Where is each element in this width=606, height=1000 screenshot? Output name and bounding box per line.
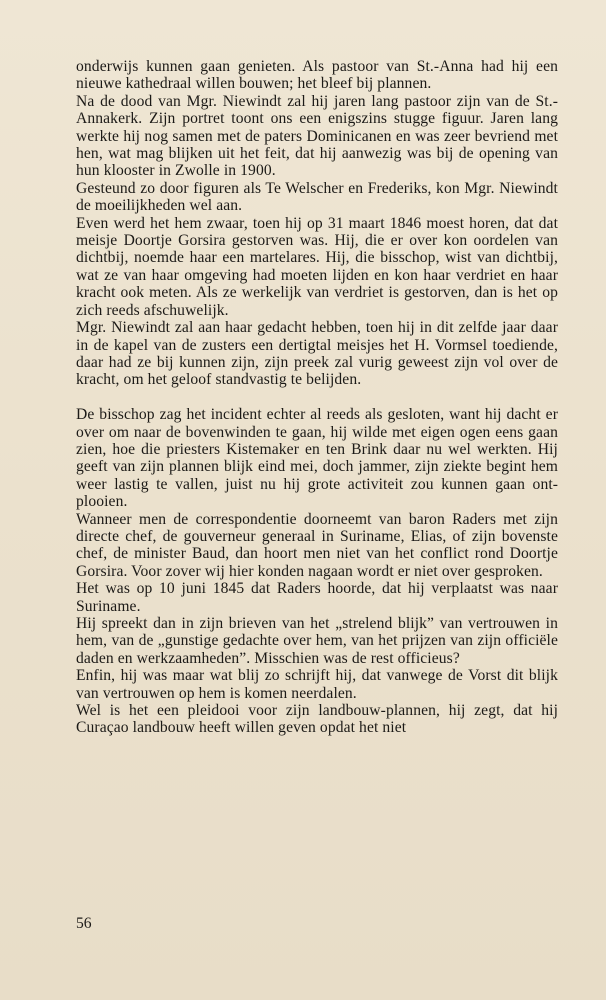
paragraph: Na de dood van Mgr. Niewindt zal hij jaren lang pastoor zijn van de St.-Annakerk. Zijn portret toont ons een enigszins stugge figuur. Jaren lang werkte hij nog samen met de paters Dominicanen en was zeer bevriend met hen, wat mag blijken uit het feit, dat hij aanwezig was bij de opening van hun klooster in Zwolle in 1900. — [76, 92, 558, 180]
paragraph: Het was op 10 juni 1845 dat Raders hoorde, dat hij verplaatst was naar Suriname. — [76, 580, 558, 615]
paragraph: Even werd het hem zwaar, toen hij op 31 maart 1846 moest horen, dat dat meisje Doortje Gorsira gestorven was. Hij, die er over kon oordelen van dichtbij, noemde haar een martelares. Hij, die bisschop, wist van dichtbij, wat ze van haar omgeving had moeten lijden en kon haar verdriet en haar kracht ook meten. Als ze werkelijk van verdriet is gestorven, dan is het op zich reeds afschuwelijk. — [76, 214, 558, 319]
page-number: 56 — [76, 915, 92, 932]
paragraph: Wel is het een pleidooi voor zijn landbouw-plannen, hij zegt, dat hij Curaçao landbouw heeft willen geven opdat het niet — [76, 702, 558, 737]
paragraph: De bisschop zag het incident echter al reeds als gesloten, want hij dacht er over om naar de bovenwinden te gaan, hij wilde met eigen ogen eens gaan zien, hoe die priesters Kistemaker en ten Brink daar nu wel werkten. Hij geeft van zijn plannen blijk eind mei, doch jammer, zijn ziekte begint hem weer lastig te vallen, juist nu hij grote activiteit zou kunnen gaan ontplooien. — [76, 406, 558, 511]
paragraph: Wanneer men de correspondentie doorneemt van baron Raders met zijn directe chef, de gouverneur generaal in Suriname, Elias, of zijn bovenste chef, de minister Baud, dan hoort men niet van het conflict rond Doortje Gorsira. Voor zover wij hier konden nagaan wordt er niet over gesproken. — [76, 510, 558, 580]
paragraph: Hij spreekt dan in zijn brieven van het „strelend blijk” van vertrouwen in hem, van de „gunstige gedachte over hem, van het prijzen van zijn officiële daden en werkzaamheden”. Misschien was de rest officieus? — [76, 614, 558, 667]
paragraph: Gesteund zo door figuren als Te Welscher en Frederiks, kon Mgr. Niewindt de moeilijkheden wel aan. — [76, 179, 558, 215]
paragraph: onderwijs kunnen gaan genieten. Als pastoor van St.-Anna had hij een nieuwe kathedraal willen bouwen; het bleef bij plannen. — [76, 58, 558, 93]
paragraph: Enfin, hij was maar wat blij zo schrijft hij, dat vanwege de Vorst dit blijk van vertrouwen op hem is komen neerdalen. — [76, 667, 558, 702]
body-text — [76, 58, 558, 737]
paragraph: Mgr. Niewindt zal aan haar gedacht hebben, toen hij in dit zelfde jaar daar in de kapel van de zusters een dertigtal meisjes het H. Vormsel toediende, daar had ze bij kunnen zijn, zijn preek zal vurig geweest zijn vol over de kracht, om het geloof standvastig te belijden. — [76, 319, 558, 389]
